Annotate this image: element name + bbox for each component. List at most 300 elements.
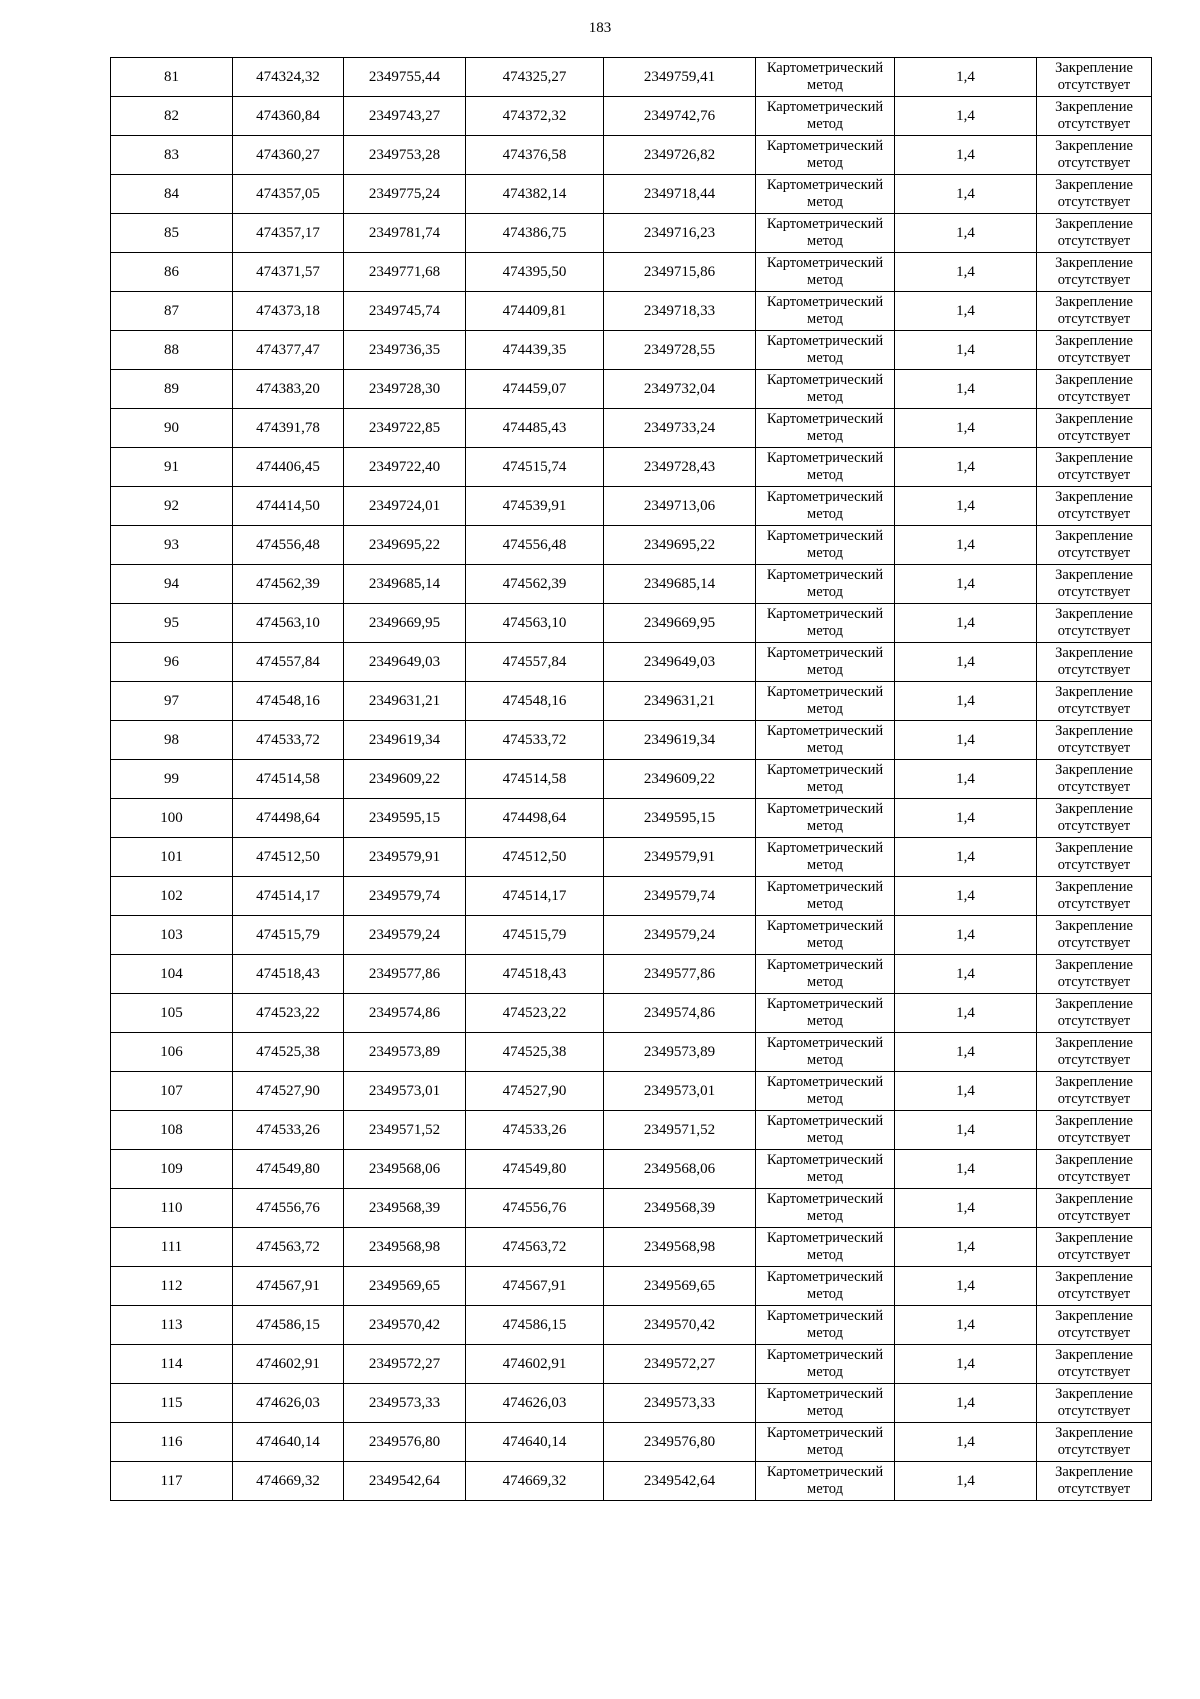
x2-cell: 474533,26 [466, 1111, 604, 1150]
method-line-1: Картометрический [766, 60, 884, 76]
method-line-1: Картометрический [766, 1269, 884, 1285]
accuracy-cell: 1,4 [895, 955, 1037, 994]
method-line-2: метод [807, 272, 843, 288]
fixing-cell [1037, 955, 1152, 994]
point-number-cell: 90 [111, 409, 233, 448]
fixing-line-2: отсутствует [1057, 1481, 1131, 1497]
fixing-line-1: Закрепление [1055, 1035, 1133, 1051]
y1-cell: 2349649,03 [344, 643, 466, 682]
accuracy-cell: 1,4 [895, 721, 1037, 760]
point-number-cell: 99 [111, 760, 233, 799]
method-line-1: Картометрический [766, 1230, 884, 1246]
method-line-1: Картометрический [766, 1191, 884, 1207]
x1-cell: 474357,17 [233, 214, 344, 253]
method-line-2: метод [807, 623, 843, 639]
table-row [111, 1111, 1152, 1150]
y1-cell: 2349573,89 [344, 1033, 466, 1072]
table-row [111, 643, 1152, 682]
table-row [111, 1384, 1152, 1423]
fixing-line-1: Закрепление [1055, 879, 1133, 895]
method-line-2: метод [807, 974, 843, 990]
method-line-1: Картометрический [766, 333, 884, 349]
x2-cell: 474539,91 [466, 487, 604, 526]
table-row [111, 721, 1152, 760]
x1-cell: 474414,50 [233, 487, 344, 526]
fixing-line-2: отсутствует [1057, 77, 1131, 93]
x1-cell: 474533,72 [233, 721, 344, 760]
method-line-2: метод [807, 896, 843, 912]
method-line-2: метод [807, 389, 843, 405]
x1-cell: 474377,47 [233, 331, 344, 370]
table-row [111, 136, 1152, 175]
method-line-1: Картометрический [766, 489, 884, 505]
method-line-1: Картометрический [766, 177, 884, 193]
accuracy-cell: 1,4 [895, 370, 1037, 409]
fixing-cell [1037, 1150, 1152, 1189]
fixing-line-1: Закрепление [1055, 567, 1133, 583]
x1-cell: 474383,20 [233, 370, 344, 409]
x1-cell: 474556,48 [233, 526, 344, 565]
y1-cell: 2349685,14 [344, 565, 466, 604]
y2-cell: 2349619,34 [604, 721, 756, 760]
x2-cell: 474382,14 [466, 175, 604, 214]
y2-cell: 2349726,82 [604, 136, 756, 175]
point-number-cell: 116 [111, 1423, 233, 1462]
fixing-line-2: отсутствует [1057, 1325, 1131, 1341]
fixing-line-2: отсутствует [1057, 1247, 1131, 1263]
method-cell [756, 877, 895, 916]
accuracy-cell: 1,4 [895, 1111, 1037, 1150]
y2-cell: 2349631,21 [604, 682, 756, 721]
point-number-cell: 98 [111, 721, 233, 760]
y1-cell: 2349631,21 [344, 682, 466, 721]
fixing-line-2: отсутствует [1057, 623, 1131, 639]
fixing-line-2: отсутствует [1057, 311, 1131, 327]
fixing-cell [1037, 1462, 1152, 1501]
y1-cell: 2349609,22 [344, 760, 466, 799]
x2-cell: 474439,35 [466, 331, 604, 370]
table-row [111, 682, 1152, 721]
method-line-2: метод [807, 233, 843, 249]
fixing-cell [1037, 1189, 1152, 1228]
x2-cell: 474563,72 [466, 1228, 604, 1267]
method-line-1: Картометрический [766, 879, 884, 895]
method-cell [756, 682, 895, 721]
x1-cell: 474324,32 [233, 58, 344, 97]
method-line-1: Картометрический [766, 723, 884, 739]
accuracy-cell: 1,4 [895, 292, 1037, 331]
x1-cell: 474518,43 [233, 955, 344, 994]
x1-cell: 474514,58 [233, 760, 344, 799]
point-number-cell: 95 [111, 604, 233, 643]
x1-cell: 474357,05 [233, 175, 344, 214]
accuracy-cell: 1,4 [895, 682, 1037, 721]
accuracy-cell: 1,4 [895, 916, 1037, 955]
method-cell [756, 487, 895, 526]
table-row [111, 331, 1152, 370]
fixing-line-1: Закрепление [1055, 1074, 1133, 1090]
fixing-line-1: Закрепление [1055, 957, 1133, 973]
fixing-line-1: Закрепление [1055, 1191, 1133, 1207]
table-row [111, 1345, 1152, 1384]
fixing-line-2: отсутствует [1057, 350, 1131, 366]
x2-cell: 474602,91 [466, 1345, 604, 1384]
fixing-line-1: Закрепление [1055, 1386, 1133, 1402]
y1-cell: 2349573,33 [344, 1384, 466, 1423]
x1-cell: 474563,10 [233, 604, 344, 643]
method-cell [756, 58, 895, 97]
method-line-1: Картометрический [766, 294, 884, 310]
accuracy-cell: 1,4 [895, 175, 1037, 214]
method-line-1: Картометрический [766, 1113, 884, 1129]
method-line-2: метод [807, 701, 843, 717]
fixing-line-1: Закрепление [1055, 996, 1133, 1012]
x1-cell: 474533,26 [233, 1111, 344, 1150]
x2-cell: 474325,27 [466, 58, 604, 97]
method-cell [756, 916, 895, 955]
y2-cell: 2349568,98 [604, 1228, 756, 1267]
x1-cell: 474669,32 [233, 1462, 344, 1501]
method-cell [756, 1384, 895, 1423]
y2-cell: 2349715,86 [604, 253, 756, 292]
fixing-cell [1037, 136, 1152, 175]
method-line-2: метод [807, 1130, 843, 1146]
fixing-line-2: отсутствует [1057, 1442, 1131, 1458]
y2-cell: 2349572,27 [604, 1345, 756, 1384]
fixing-line-1: Закрепление [1055, 684, 1133, 700]
x1-cell: 474514,17 [233, 877, 344, 916]
table-row [111, 1267, 1152, 1306]
method-line-2: метод [807, 155, 843, 171]
point-number-cell: 85 [111, 214, 233, 253]
fixing-cell [1037, 877, 1152, 916]
method-line-1: Картометрический [766, 801, 884, 817]
method-line-1: Картометрический [766, 216, 884, 232]
point-number-cell: 97 [111, 682, 233, 721]
y2-cell: 2349577,86 [604, 955, 756, 994]
fixing-line-2: отсутствует [1057, 1169, 1131, 1185]
table-row [111, 1189, 1152, 1228]
fixing-line-2: отсутствует [1057, 896, 1131, 912]
y1-cell: 2349579,24 [344, 916, 466, 955]
method-cell [756, 955, 895, 994]
point-number-cell: 108 [111, 1111, 233, 1150]
accuracy-cell: 1,4 [895, 1306, 1037, 1345]
fixing-line-2: отсутствует [1057, 857, 1131, 873]
y1-cell: 2349576,80 [344, 1423, 466, 1462]
fixing-line-2: отсутствует [1057, 1091, 1131, 1107]
x2-cell: 474512,50 [466, 838, 604, 877]
x2-cell: 474549,80 [466, 1150, 604, 1189]
fixing-line-1: Закрепление [1055, 1308, 1133, 1324]
point-number-cell: 107 [111, 1072, 233, 1111]
point-number-cell: 100 [111, 799, 233, 838]
table-row [111, 175, 1152, 214]
fixing-cell [1037, 799, 1152, 838]
method-line-2: метод [807, 428, 843, 444]
table-row [111, 799, 1152, 838]
point-number-cell: 88 [111, 331, 233, 370]
method-line-2: метод [807, 1169, 843, 1185]
point-number-cell: 112 [111, 1267, 233, 1306]
x1-cell: 474515,79 [233, 916, 344, 955]
method-line-2: метод [807, 857, 843, 873]
method-cell [756, 721, 895, 760]
x1-cell: 474527,90 [233, 1072, 344, 1111]
y2-cell: 2349718,33 [604, 292, 756, 331]
fixing-line-2: отсутствует [1057, 116, 1131, 132]
accuracy-cell: 1,4 [895, 760, 1037, 799]
y1-cell: 2349724,01 [344, 487, 466, 526]
fixing-line-1: Закрепление [1055, 606, 1133, 622]
fixing-line-1: Закрепление [1055, 1347, 1133, 1363]
fixing-cell [1037, 331, 1152, 370]
fixing-cell [1037, 1111, 1152, 1150]
point-number-cell: 81 [111, 58, 233, 97]
y2-cell: 2349570,42 [604, 1306, 756, 1345]
y2-cell: 2349695,22 [604, 526, 756, 565]
y1-cell: 2349568,98 [344, 1228, 466, 1267]
method-line-1: Картометрический [766, 528, 884, 544]
fixing-line-2: отсутствует [1057, 1286, 1131, 1302]
x1-cell: 474602,91 [233, 1345, 344, 1384]
method-line-2: метод [807, 1403, 843, 1419]
point-number-cell: 117 [111, 1462, 233, 1501]
y1-cell: 2349736,35 [344, 331, 466, 370]
table-row [111, 214, 1152, 253]
point-number-cell: 115 [111, 1384, 233, 1423]
fixing-cell [1037, 1072, 1152, 1111]
y2-cell: 2349728,55 [604, 331, 756, 370]
fixing-cell [1037, 643, 1152, 682]
accuracy-cell: 1,4 [895, 97, 1037, 136]
page-number: 183 [588, 20, 612, 36]
fixing-cell [1037, 1384, 1152, 1423]
x1-cell: 474523,22 [233, 994, 344, 1033]
method-cell [756, 370, 895, 409]
table-row [111, 292, 1152, 331]
point-number-cell: 114 [111, 1345, 233, 1384]
y1-cell: 2349755,44 [344, 58, 466, 97]
x2-cell: 474533,72 [466, 721, 604, 760]
y2-cell: 2349571,52 [604, 1111, 756, 1150]
fixing-cell [1037, 838, 1152, 877]
method-line-2: метод [807, 1364, 843, 1380]
x2-cell: 474515,79 [466, 916, 604, 955]
point-number-cell: 82 [111, 97, 233, 136]
y1-cell: 2349568,39 [344, 1189, 466, 1228]
y1-cell: 2349619,34 [344, 721, 466, 760]
method-cell [756, 838, 895, 877]
table-row [111, 565, 1152, 604]
fixing-cell [1037, 58, 1152, 97]
method-cell [756, 136, 895, 175]
x2-cell: 474557,84 [466, 643, 604, 682]
fixing-cell [1037, 448, 1152, 487]
y2-cell: 2349685,14 [604, 565, 756, 604]
x1-cell: 474640,14 [233, 1423, 344, 1462]
table-row [111, 877, 1152, 916]
point-number-cell: 93 [111, 526, 233, 565]
fixing-line-2: отсутствует [1057, 935, 1131, 951]
y1-cell: 2349775,24 [344, 175, 466, 214]
table-row [111, 1462, 1152, 1501]
method-line-1: Картометрический [766, 372, 884, 388]
x2-cell: 474527,90 [466, 1072, 604, 1111]
point-number-cell: 113 [111, 1306, 233, 1345]
fixing-cell [1037, 1423, 1152, 1462]
y1-cell: 2349695,22 [344, 526, 466, 565]
fixing-cell [1037, 994, 1152, 1033]
y1-cell: 2349572,27 [344, 1345, 466, 1384]
method-line-2: метод [807, 311, 843, 327]
y1-cell: 2349569,65 [344, 1267, 466, 1306]
accuracy-cell: 1,4 [895, 1462, 1037, 1501]
accuracy-cell: 1,4 [895, 1228, 1037, 1267]
fixing-cell [1037, 760, 1152, 799]
fixing-line-2: отсутствует [1057, 1208, 1131, 1224]
accuracy-cell: 1,4 [895, 1189, 1037, 1228]
method-line-2: метод [807, 1247, 843, 1263]
accuracy-cell: 1,4 [895, 136, 1037, 175]
fixing-cell [1037, 1228, 1152, 1267]
y1-cell: 2349570,42 [344, 1306, 466, 1345]
accuracy-cell: 1,4 [895, 1033, 1037, 1072]
table-row [111, 253, 1152, 292]
x1-cell: 474512,50 [233, 838, 344, 877]
point-number-cell: 105 [111, 994, 233, 1033]
accuracy-cell: 1,4 [895, 448, 1037, 487]
method-line-2: метод [807, 350, 843, 366]
accuracy-cell: 1,4 [895, 565, 1037, 604]
y1-cell: 2349595,15 [344, 799, 466, 838]
method-cell [756, 1267, 895, 1306]
x1-cell: 474549,80 [233, 1150, 344, 1189]
method-line-1: Картометрический [766, 606, 884, 622]
x2-cell: 474586,15 [466, 1306, 604, 1345]
fixing-line-1: Закрепление [1055, 1269, 1133, 1285]
method-cell [756, 1111, 895, 1150]
table-row [111, 994, 1152, 1033]
x1-cell: 474586,15 [233, 1306, 344, 1345]
method-line-1: Картометрический [766, 1035, 884, 1051]
y2-cell: 2349609,22 [604, 760, 756, 799]
table-row [111, 487, 1152, 526]
fixing-line-2: отсутствует [1057, 467, 1131, 483]
method-line-2: метод [807, 194, 843, 210]
fixing-line-1: Закрепление [1055, 528, 1133, 544]
x2-cell: 474556,76 [466, 1189, 604, 1228]
y2-cell: 2349716,23 [604, 214, 756, 253]
y2-cell: 2349573,33 [604, 1384, 756, 1423]
point-number-cell: 101 [111, 838, 233, 877]
method-cell [756, 1462, 895, 1501]
method-cell [756, 292, 895, 331]
fixing-cell [1037, 721, 1152, 760]
table-row [111, 916, 1152, 955]
x1-cell: 474525,38 [233, 1033, 344, 1072]
fixing-line-2: отсутствует [1057, 701, 1131, 717]
y2-cell: 2349595,15 [604, 799, 756, 838]
y2-cell: 2349542,64 [604, 1462, 756, 1501]
method-cell [756, 175, 895, 214]
table-row [111, 448, 1152, 487]
fixing-cell [1037, 682, 1152, 721]
y2-cell: 2349568,39 [604, 1189, 756, 1228]
table-row [111, 1423, 1152, 1462]
method-line-2: метод [807, 662, 843, 678]
method-line-1: Картометрический [766, 1347, 884, 1363]
method-line-2: метод [807, 818, 843, 834]
fixing-line-2: отсутствует [1057, 1013, 1131, 1029]
x2-cell: 474515,74 [466, 448, 604, 487]
fixing-cell [1037, 370, 1152, 409]
method-cell [756, 1189, 895, 1228]
table-row [111, 955, 1152, 994]
fixing-line-2: отсутствует [1057, 272, 1131, 288]
x2-cell: 474372,32 [466, 97, 604, 136]
y2-cell: 2349579,24 [604, 916, 756, 955]
method-cell [756, 760, 895, 799]
method-cell [756, 1345, 895, 1384]
fixing-line-2: отсутствует [1057, 779, 1131, 795]
y2-cell: 2349669,95 [604, 604, 756, 643]
y2-cell: 2349713,06 [604, 487, 756, 526]
method-line-1: Картометрический [766, 840, 884, 856]
fixing-cell [1037, 1033, 1152, 1072]
point-number-cell: 84 [111, 175, 233, 214]
method-cell [756, 994, 895, 1033]
y1-cell: 2349571,52 [344, 1111, 466, 1150]
y2-cell: 2349569,65 [604, 1267, 756, 1306]
table-row [111, 1228, 1152, 1267]
x2-cell: 474386,75 [466, 214, 604, 253]
y2-cell: 2349579,91 [604, 838, 756, 877]
fixing-line-2: отсутствует [1057, 233, 1131, 249]
y1-cell: 2349753,28 [344, 136, 466, 175]
fixing-line-1: Закрепление [1055, 333, 1133, 349]
method-line-2: метод [807, 1286, 843, 1302]
fixing-line-2: отсутствует [1057, 155, 1131, 171]
method-line-2: метод [807, 1442, 843, 1458]
fixing-line-2: отсутствует [1057, 1130, 1131, 1146]
fixing-line-1: Закрепление [1055, 177, 1133, 193]
fixing-cell [1037, 253, 1152, 292]
y2-cell: 2349576,80 [604, 1423, 756, 1462]
point-number-cell: 83 [111, 136, 233, 175]
method-line-2: метод [807, 116, 843, 132]
fixing-line-1: Закрепление [1055, 918, 1133, 934]
x2-cell: 474562,39 [466, 565, 604, 604]
accuracy-cell: 1,4 [895, 487, 1037, 526]
accuracy-cell: 1,4 [895, 799, 1037, 838]
x2-cell: 474459,07 [466, 370, 604, 409]
fixing-line-2: отсутствует [1057, 545, 1131, 561]
point-number-cell: 94 [111, 565, 233, 604]
y2-cell: 2349579,74 [604, 877, 756, 916]
fixing-line-2: отсутствует [1057, 389, 1131, 405]
x1-cell: 474562,39 [233, 565, 344, 604]
method-line-1: Картометрический [766, 255, 884, 271]
fixing-line-2: отсутствует [1057, 740, 1131, 756]
accuracy-cell: 1,4 [895, 331, 1037, 370]
fixing-cell [1037, 409, 1152, 448]
y2-cell: 2349573,01 [604, 1072, 756, 1111]
y2-cell: 2349649,03 [604, 643, 756, 682]
accuracy-cell: 1,4 [895, 1150, 1037, 1189]
y1-cell: 2349574,86 [344, 994, 466, 1033]
point-number-cell: 111 [111, 1228, 233, 1267]
